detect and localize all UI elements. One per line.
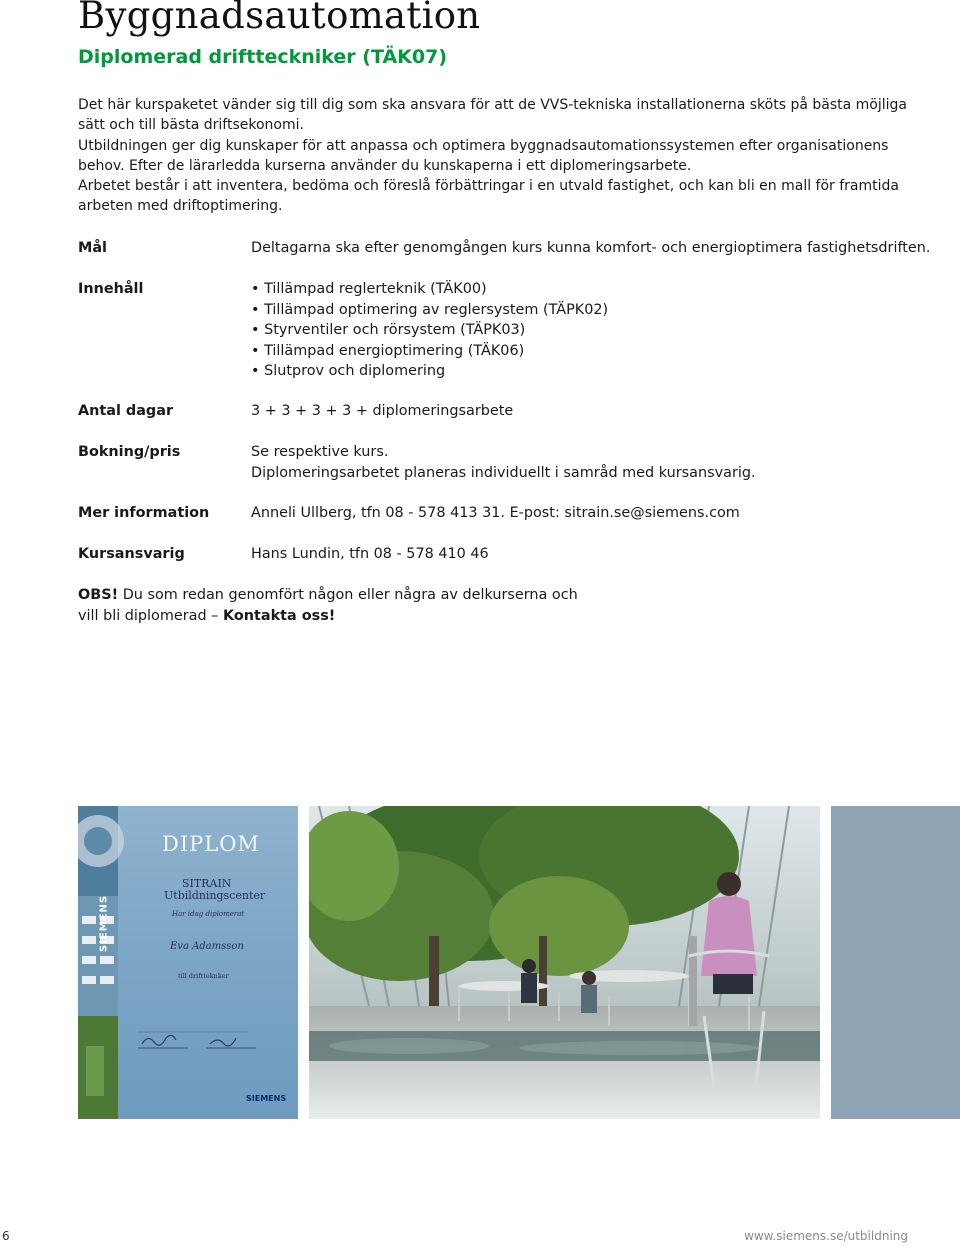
intro-paragraph: Utbildningen ger dig kunskaper för att anpassa och optimera byggnadsautomationssystemen efter organisationens behov. Efter de lärarledda kurserna använder du kunskaperna i ett diplomeringsarbete. bbox=[78, 137, 889, 174]
detail-label: Mer information bbox=[78, 505, 210, 521]
page-title: Byggnadsautomation bbox=[78, 0, 481, 37]
obs-text: vill bli diplomerad – bbox=[78, 607, 223, 624]
intro-paragraph: Det här kurspaketet vänder sig till dig som ska ansvara för att de VVS-tekniska installationerna sköts på bästa möjliga sätt och till bästa driftsekonomi. bbox=[78, 97, 908, 134]
diploma-role: till driftteknker bbox=[178, 972, 229, 980]
detail-label: Innehåll bbox=[78, 281, 144, 297]
detail-label: Bokning/pris bbox=[78, 444, 181, 460]
booking-line: Se respektive kurs. bbox=[251, 444, 389, 460]
diploma-awarded-text: Har idag diplomerat bbox=[172, 910, 245, 918]
detail-value: 3 + 3 + 3 + 3 + diplomeringsarbete bbox=[251, 403, 514, 419]
content-list-item: • Tillämpad energioptimering (TÄK06) bbox=[251, 341, 608, 362]
side-color-panel bbox=[831, 806, 960, 1119]
obs-notice bbox=[78, 585, 578, 626]
content-list-item: • Styrventiler och rörsystem (TÄPK03) bbox=[251, 320, 608, 341]
diploma-brand-vertical: SIEMENS bbox=[98, 894, 110, 953]
detail-value bbox=[251, 442, 756, 483]
contact-us-link[interactable]: Kontakta oss! bbox=[222, 607, 336, 624]
intro-paragraph: Arbetet består i att inventera, bedöma och föreslå förbättringar i en utvald fastighet, och kan bli en mall för framtida arbeten med driftoptimering. bbox=[78, 178, 899, 215]
obs-text: Du som redan genomfört någon eller några av delkurserna och bbox=[118, 587, 578, 603]
detail-value: Hans Lundin, tfn 08 - 578 410 46 bbox=[251, 546, 489, 562]
diploma-heading: DIPLOM bbox=[162, 832, 260, 856]
intro-text bbox=[78, 95, 908, 217]
diploma-brand-footer: SIEMENS bbox=[246, 1094, 287, 1103]
diploma-photo bbox=[78, 806, 298, 1119]
contact-info: Anneli Ullberg, tfn 08 - 578 413 31. E-post: sitrain.se@siemens.com bbox=[251, 505, 740, 521]
atrium-cafe-photo bbox=[309, 806, 820, 1119]
detail-label: Kursansvarig bbox=[78, 546, 185, 562]
obs-prefix: OBS! bbox=[78, 587, 119, 603]
diploma-org: SITRAIN bbox=[182, 877, 232, 890]
detail-label: Mål bbox=[78, 240, 107, 256]
atrium-scene-art bbox=[309, 806, 820, 1119]
content-list bbox=[251, 279, 608, 382]
content-list-item: • Tillämpad reglerteknik (TÄK00) bbox=[251, 279, 608, 300]
booking-line: Diplomeringsarbetet planeras individuellt i samråd med kursansvarig. bbox=[251, 464, 756, 481]
detail-value: Deltagarna ska efter genomgången kurs kunna komfort- och energioptimera fastighetsdriften. bbox=[251, 240, 931, 256]
detail-label: Antal dagar bbox=[78, 403, 174, 419]
content-list-item: • Slutprov och diplomering bbox=[251, 361, 608, 382]
course-subtitle: Diplomerad driftteckniker (TÄK07) bbox=[78, 46, 447, 68]
diploma-recipient-name: Eva Adamsson bbox=[170, 941, 244, 952]
footer-url[interactable]: www.siemens.se/utbildning bbox=[744, 1229, 908, 1243]
content-list-item: • Tillämpad optimering av reglersystem (TÄPK02) bbox=[251, 300, 608, 321]
page-number: 6 bbox=[2, 1229, 10, 1243]
diploma-org: Utbildningscenter bbox=[164, 889, 266, 902]
